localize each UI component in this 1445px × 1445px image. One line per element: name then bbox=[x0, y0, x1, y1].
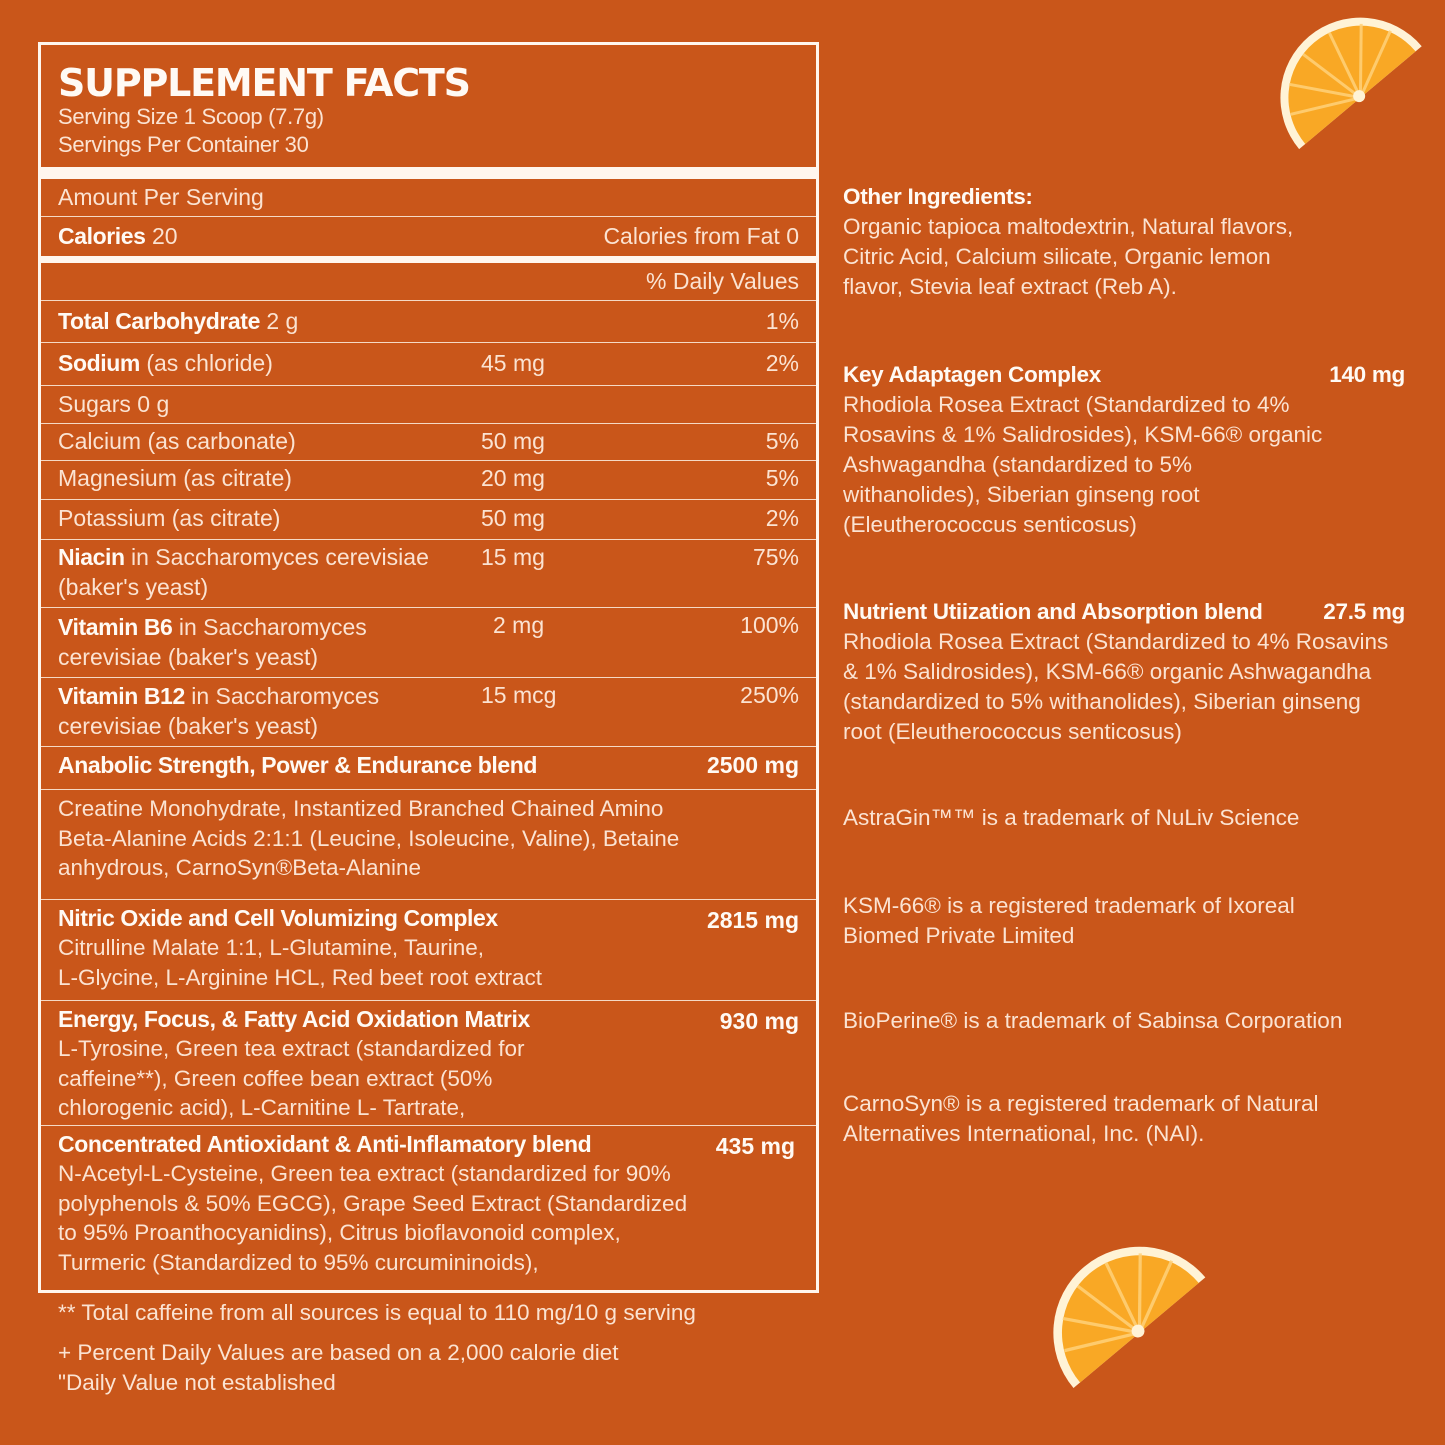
trademark-ksm66 bbox=[843, 891, 1408, 951]
blend-name: Anabolic Strength, Power & Endurance blend bbox=[58, 752, 538, 778]
trademark-line: Biomed Private Limited bbox=[843, 923, 1075, 948]
blend-line: caffeine**), Green coffee bean extract (50% bbox=[58, 1065, 493, 1091]
panel-header bbox=[41, 45, 816, 167]
trademark-line: CarnoSyn® is a registered trademark of Natural bbox=[843, 1091, 1319, 1116]
trademark-line: Alternatives International, Inc. (NAI). bbox=[843, 1121, 1205, 1146]
nutrient-amount: 2 g bbox=[266, 308, 299, 334]
key-adaptagen-line: Ashwagandha (standardized to 5% bbox=[843, 452, 1192, 477]
blend-name: Concentrated Antioxidant & Anti-Inflamatory blend bbox=[58, 1131, 592, 1157]
other-ingredients-line: Organic tapioca maltodextrin, Natural flavors, bbox=[843, 214, 1294, 239]
serving-size: Serving Size 1 Scoop (7.7g) bbox=[58, 104, 324, 129]
nutrient-dv: 2% bbox=[765, 505, 799, 531]
blend-ingredients-anabolic bbox=[41, 790, 816, 900]
divider-mid bbox=[41, 256, 816, 263]
blend-line: Citrulline Malate 1:1, L-Glutamine, Taurine, bbox=[58, 935, 485, 960]
nutrient-dv: 2% bbox=[765, 350, 799, 376]
nutrient-row-calcium bbox=[41, 424, 816, 461]
orange-slice-icon bbox=[1268, 4, 1440, 176]
blend-amount: 930 mg bbox=[719, 1008, 799, 1034]
key-adaptagen-amount: 140 mg bbox=[1329, 362, 1405, 387]
amount-per-serving-label: Amount Per Serving bbox=[58, 184, 264, 210]
nutrient-row-sugars bbox=[41, 386, 816, 424]
blend-line: L-Glycine, L-Arginine HCL, Red beet root extract bbox=[58, 964, 542, 990]
nutrient-qualifier-line2: (baker's yeast) bbox=[58, 574, 209, 600]
nutrient-amount: 2 mg bbox=[493, 612, 545, 638]
nutrient-amount: 15 mg bbox=[481, 544, 545, 570]
nutrient-name: Magnesium (as citrate) bbox=[58, 465, 292, 491]
key-adaptagen-line: Rhodiola Rosea Extract (Standardized to 4% bbox=[843, 392, 1290, 417]
nutrient-row-magnesium bbox=[41, 461, 816, 500]
nutrient-dv: 5% bbox=[765, 428, 799, 454]
amount-per-serving-row bbox=[41, 179, 816, 217]
nutrient-utilization-title: Nutrient Utiization and Absorption blend bbox=[843, 599, 1263, 624]
trademark-astragin bbox=[843, 803, 1408, 833]
blend-line: anhydrous, CarnoSyn®Beta-Alanine bbox=[58, 855, 422, 880]
blend-line: Beta-Alanine Acids 2:1:1 (Leucine, Isoleucine, Valine), Betaine bbox=[58, 825, 680, 851]
nutrient-name: Total Carbohydrate bbox=[58, 308, 260, 334]
nutrient-qualifier-line2: cerevisiae (baker's yeast) bbox=[58, 644, 319, 670]
blend-name: Nitric Oxide and Cell Volumizing Complex bbox=[58, 905, 498, 931]
nutrient-dv: 250% bbox=[740, 682, 799, 708]
blend-energy-focus bbox=[41, 1001, 816, 1126]
nutrient-amount: 50 mg bbox=[481, 505, 545, 531]
blend-name: Energy, Focus, & Fatty Acid Oxidation Matrix bbox=[58, 1006, 530, 1032]
divider-thick bbox=[41, 167, 816, 179]
nutrient-amount: 20 mg bbox=[481, 465, 545, 491]
nutrient-utilization-amount: 27.5 mg bbox=[1323, 599, 1405, 624]
nutrient-row-total-carbohydrate bbox=[41, 301, 816, 343]
nutrient-name: Potassium (as citrate) bbox=[58, 505, 281, 531]
nutrient-utilization-heading bbox=[843, 597, 1405, 627]
trademark-carnosyn bbox=[843, 1089, 1408, 1149]
nutrient-name: Sugars 0 g bbox=[58, 391, 170, 417]
nutrient-utilization-line: (standardized to 5% withanolides), Siberian ginseng bbox=[843, 689, 1361, 714]
daily-values-header: % Daily Values bbox=[646, 268, 799, 294]
blend-line: chlorogenic acid), L-Carnitine L- Tartrate, bbox=[58, 1095, 466, 1120]
nutrient-name: Calcium (as carbonate) bbox=[58, 428, 296, 454]
key-adaptagen-heading bbox=[843, 360, 1405, 390]
calories-row bbox=[41, 217, 816, 256]
blend-line: to 95% Proanthocyanidins), Citrus bioflavonoid complex, bbox=[58, 1220, 621, 1245]
nutrient-qualifier: in Saccharomyces cerevisiae bbox=[131, 544, 429, 570]
nutrient-utilization-line: Rhodiola Rosea Extract (Standardized to 4% Rosavins bbox=[843, 629, 1389, 654]
blend-amount: 2815 mg bbox=[706, 907, 799, 933]
footnotes bbox=[58, 1298, 696, 1398]
nutrient-qualifier: in Saccharomyces bbox=[178, 614, 367, 640]
panel-title: SUPPLEMENT FACTS bbox=[58, 61, 470, 105]
nutrient-amount: 45 mg bbox=[481, 350, 545, 376]
nutrient-utilization-line: & 1% Salidrosides), KSM-66® organic Ashwagandha bbox=[843, 659, 1372, 684]
blend-nitric-oxide bbox=[41, 900, 816, 1001]
servings-per-container: Servings Per Container 30 bbox=[58, 132, 309, 157]
blend-amount: 2500 mg bbox=[706, 752, 799, 778]
nutrient-name: Niacin bbox=[58, 544, 125, 570]
key-adaptagen-complex bbox=[843, 360, 1405, 540]
nutrient-utilization-blend bbox=[843, 597, 1405, 747]
nutrient-dv: 1% bbox=[765, 308, 799, 334]
blend-header-anabolic bbox=[41, 747, 816, 790]
key-adaptagen-line: withanolides), Siberian ginseng root bbox=[843, 482, 1200, 507]
nutrient-utilization-line: root (Eleutherococcus senticosus) bbox=[843, 719, 1182, 744]
nutrient-row-niacin bbox=[41, 540, 816, 608]
calories-from-fat: Calories from Fat 0 bbox=[603, 223, 799, 249]
footnote-dv-not-established: "Daily Value not established bbox=[58, 1370, 336, 1395]
nutrient-name: Vitamin B6 bbox=[58, 614, 173, 640]
nutrient-row-vitamin-b12 bbox=[41, 678, 816, 747]
nutrient-name: Sodium bbox=[58, 350, 140, 376]
other-ingredients bbox=[843, 182, 1408, 302]
daily-values-header-row bbox=[41, 263, 816, 301]
blend-line: polyphenols & 50% EGCG), Grape Seed Extract (Standardized bbox=[58, 1190, 688, 1216]
trademark-line: KSM-66® is a registered trademark of Ixoreal bbox=[843, 893, 1295, 918]
key-adaptagen-title: Key Adaptagen Complex bbox=[843, 362, 1101, 387]
trademark-line: AstraGin™™ is a trademark of NuLiv Science bbox=[843, 805, 1300, 830]
other-ingredients-heading: Other Ingredients: bbox=[843, 184, 1033, 209]
trademark-bioperine bbox=[843, 1006, 1408, 1036]
nutrient-qualifier-line2: cerevisiae (baker's yeast) bbox=[58, 713, 319, 739]
nutrient-dv: 100% bbox=[740, 612, 799, 638]
other-ingredients-line: flavor, Stevia leaf extract (Reb A). bbox=[843, 274, 1177, 299]
supplement-facts-panel bbox=[38, 42, 819, 1293]
nutrient-row-sodium bbox=[41, 343, 816, 386]
key-adaptagen-line: (Eleutherococcus senticosus) bbox=[843, 512, 1137, 537]
blend-line: Creatine Monohydrate, Instantized Branched Chained Amino bbox=[58, 796, 664, 821]
orange-slice-icon bbox=[1040, 1232, 1225, 1417]
nutrient-name: Vitamin B12 bbox=[58, 683, 185, 709]
nutrient-dv: 5% bbox=[765, 465, 799, 491]
blend-amount: 435 mg bbox=[715, 1133, 795, 1159]
other-ingredients-line: Citric Acid, Calcium silicate, Organic lemon bbox=[843, 244, 1271, 269]
nutrient-row-vitamin-b6 bbox=[41, 608, 816, 678]
nutrient-dv: 75% bbox=[752, 544, 799, 570]
calories-value: 20 bbox=[151, 223, 178, 249]
blend-line: Turmeric (Standardized to 95% curcumininoids), bbox=[58, 1249, 539, 1275]
nutrient-qualifier: in Saccharomyces bbox=[184, 683, 380, 709]
nutrient-row-potassium bbox=[41, 500, 816, 540]
nutrient-amount: 15 mcg bbox=[481, 682, 557, 708]
key-adaptagen-line: Rosavins & 1% Salidrosides), KSM-66® organic bbox=[843, 422, 1323, 447]
footnote-caffeine: ** Total caffeine from all sources is equal to 110 mg/10 g serving bbox=[58, 1300, 696, 1325]
nutrient-amount: 50 mg bbox=[481, 428, 545, 454]
blend-line: N-Acetyl-L-Cysteine, Green tea extract (standardized for 90% bbox=[58, 1161, 671, 1186]
blend-antioxidant bbox=[41, 1126, 816, 1289]
calories-label: Calories bbox=[58, 223, 146, 249]
nutrient-qualifier: (as chloride) bbox=[146, 350, 273, 376]
blend-line: L-Tyrosine, Green tea extract (standardized for bbox=[58, 1036, 525, 1061]
footnote-daily-values: + Percent Daily Values are based on a 2,000 calorie diet bbox=[58, 1340, 619, 1365]
trademark-line: BioPerine® is a trademark of Sabinsa Corporation bbox=[843, 1008, 1343, 1033]
